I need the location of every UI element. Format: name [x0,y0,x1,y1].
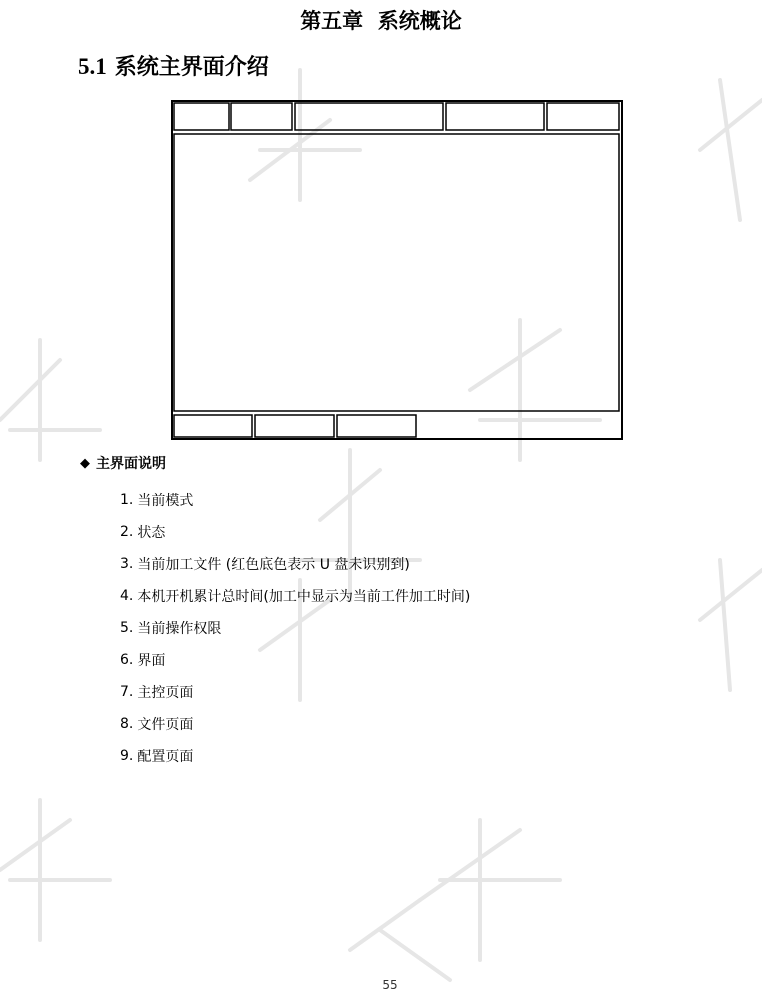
list-item-number: 4. [120,588,134,604]
list-item-text: 当前操作权限 [137,621,222,637]
main-interface-diagram [171,100,623,440]
bottom-tab-box-1 [174,415,252,437]
list-item-text: 当前模式 [137,493,194,509]
list-item-text: 界面 [137,653,166,669]
page-number: 55 [382,978,398,992]
top-bar-box-4 [446,103,544,130]
list-item [120,740,470,772]
interface-description-list [120,484,470,772]
list-item [120,708,470,740]
diagram-main-area [174,134,619,411]
top-bar-box-5 [547,103,619,130]
bullet-heading [80,453,166,473]
list-item [120,644,470,676]
top-bar-box-1 [174,103,229,130]
list-item-text: 状态 [137,525,166,541]
bottom-tab-box-2 [255,415,334,437]
section-title [78,50,269,81]
list-item-text: 文件页面 [137,717,194,733]
list-item-text: 当前加工文件 (红色底色表示 U 盘未识别到) [137,557,410,573]
top-bar-box-2 [231,103,292,130]
list-item-number: 8. [120,716,134,732]
diagram-outer-frame [172,101,622,439]
list-item-number: 6. [120,652,134,668]
list-item-text: 本机开机累计总时间(加工中显示为当前工件加工时间) [137,589,471,605]
list-item [120,612,470,644]
list-item-number: 5. [120,620,134,636]
list-item [120,580,470,612]
section-heading-text: 系统主界面介绍 [114,55,269,80]
list-item-number: 2. [120,524,134,540]
list-item-text: 主控页面 [137,685,194,701]
list-item-number: 3. [120,556,134,572]
section-number: 5.1 [78,54,107,79]
top-bar-box-3 [295,103,443,130]
list-item [120,548,470,580]
list-item-number: 7. [120,684,134,700]
diamond-bullet-icon: ◆ [80,455,90,471]
chapter-title: 第五章 系统概论 [300,9,462,33]
bullet-heading-text: 主界面说明 [96,456,166,472]
list-item-number: 9. [120,748,134,764]
list-item-number: 1. [120,492,134,508]
list-item [120,516,470,548]
list-item-text: 配置页面 [137,749,194,765]
list-item [120,484,470,516]
bottom-tab-box-3 [337,415,416,437]
list-item [120,676,470,708]
